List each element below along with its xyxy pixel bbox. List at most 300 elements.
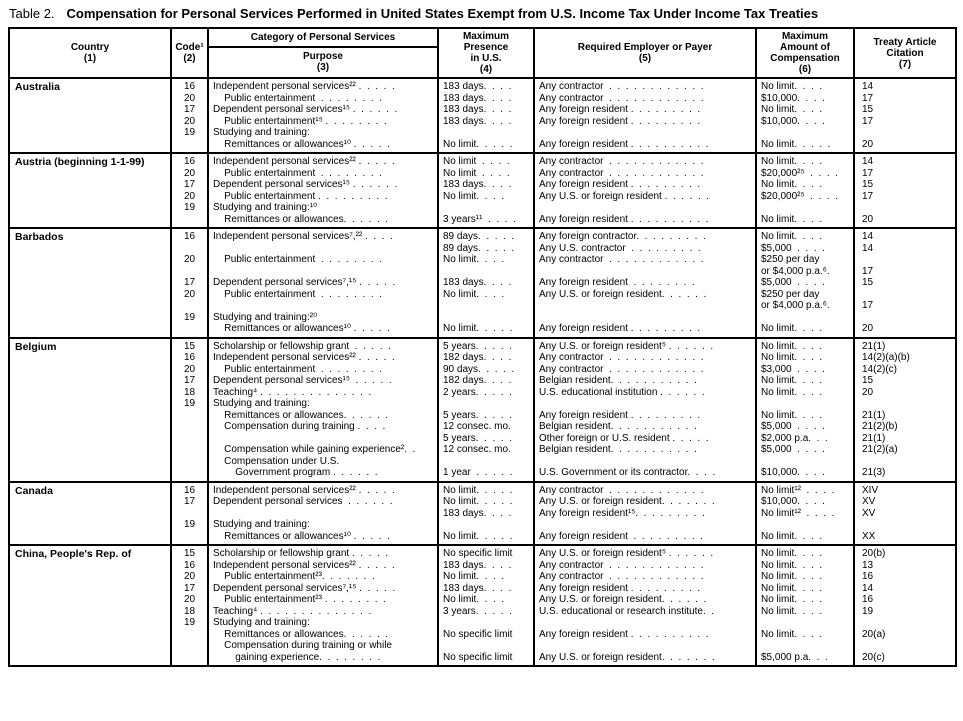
cell-line (172, 444, 207, 456)
cell-line: Any foreign resident . . . . . . . . . . (539, 138, 709, 150)
cell-line: 20 (183, 115, 196, 127)
cell-line (172, 323, 207, 335)
cell-line: 20(c) (862, 651, 885, 663)
cell-line: U.S. educational or research institute. . (539, 605, 715, 617)
cell-line: Compensation during training or while (213, 640, 392, 651)
purpose-cell (208, 228, 438, 338)
cell-line: Dependent personal services⁷,¹⁵ . . . . . (213, 277, 396, 288)
cell-line: Any foreign resident¹⁵. . . . . . . . . (539, 507, 705, 519)
cell-line: 20 (862, 386, 874, 398)
cell-line (761, 398, 853, 410)
cell-line: 19 (183, 519, 196, 530)
cell-line: No limit. . . . (761, 559, 823, 571)
cell-line: 5 years. . . . . (443, 409, 512, 421)
cell-line: Scholarship or fellowship grant . . . . . (213, 340, 391, 352)
cell-line (172, 640, 207, 652)
cell-line: No limit. . . . (761, 352, 823, 363)
cell-line: U.S. educational institution . . . . . . (539, 386, 705, 398)
cell-line: Independent personal services²² . . . . . (213, 484, 395, 496)
cell-line: No limit. . . . (443, 288, 505, 300)
cell-line: $20,000²⁵ . . . . (761, 167, 838, 179)
cell-line (539, 266, 755, 278)
cell-line: XIV (862, 484, 879, 496)
cell-line: Public entertainment . . . . . . . . (213, 254, 382, 265)
cell-line: No specific limit (443, 651, 513, 663)
presence-cell (438, 338, 534, 482)
cell-line: Any contractor . . . . . . . . . . . . (539, 81, 704, 92)
cell-line: 12 consec. mo. (443, 444, 511, 455)
cell-line: No limit. . . . . (443, 530, 513, 542)
header-citation-label: Treaty Article (873, 36, 937, 48)
code-cell (171, 228, 208, 338)
cell-line (172, 421, 207, 433)
cell-line: XV (862, 507, 876, 519)
cell-line (172, 467, 207, 479)
cell-line: 16 (183, 81, 196, 92)
cell-line (539, 519, 755, 531)
cell-line: 183 days. . . . (443, 179, 512, 190)
cell-line: No limit. . . . (761, 548, 823, 559)
cell-line: 16 (183, 231, 196, 242)
cell-line (172, 410, 207, 422)
country-name: Australia (9, 78, 171, 153)
cell-line: 183 days. . . . (443, 92, 512, 104)
cell-line: Belgian resident. . . . . . . . . . . (539, 421, 697, 432)
cell-line (862, 127, 955, 139)
cell-line: Independent personal services²² . . . . . (213, 559, 395, 571)
cell-line: Any foreign resident . . . . . . . . . . (539, 213, 709, 225)
cell-line: 20 (183, 571, 196, 582)
cell-line: 183 days. . . . (443, 559, 512, 571)
cell-line (172, 139, 207, 151)
amount-cell (756, 338, 854, 482)
cell-line: Remittances or allowances. . . . . . (213, 213, 389, 225)
cell-line: 183 days. . . . (443, 277, 512, 288)
cell-line: 19 (183, 202, 196, 213)
cell-line: No limit. . . . (761, 231, 823, 242)
header-amount-label: Maximum (781, 31, 829, 42)
cell-line: $10,000. . . . (761, 467, 825, 478)
cell-line: Studying and training: (213, 127, 310, 138)
cell-line: Any U.S. or foreign resident⁵ . . . . . . (539, 548, 714, 559)
purpose-cell (208, 78, 438, 153)
cell-line: Any U.S. or foreign resident. . . . . . . (539, 651, 715, 663)
presence-cell (438, 545, 534, 666)
header-country (9, 28, 171, 78)
cell-line: No limit. . . . (761, 530, 823, 542)
cell-line: Public entertainment . . . . . . . . (213, 167, 382, 179)
cell-line: Any U.S. or foreign resident. . . . . . (539, 288, 707, 300)
cell-line: Remittances or allowances. . . . . . (213, 409, 389, 421)
table-row (9, 153, 956, 228)
cell-line (172, 214, 207, 226)
cell-line: No limit. . . . (761, 213, 823, 225)
cell-line: 182 days. . . . (443, 352, 512, 363)
cell-line: No limit. . . . (761, 81, 823, 92)
cell-line: 16 (862, 571, 874, 582)
cell-line: Any contractor . . . . . . . . . . . . (539, 167, 704, 179)
cell-line: 5 years. . . . . (443, 432, 512, 444)
cell-line: 17 (862, 167, 874, 179)
cell-line: 17 (862, 92, 874, 104)
cell-line: 20 (183, 254, 196, 265)
cell-line: Any foreign resident . . . . . . . . . (539, 104, 701, 115)
cell-line: $3,000 . . . . (761, 363, 825, 375)
cell-line: 15 (862, 104, 874, 115)
cell-line: 19 (183, 127, 196, 138)
cell-line: 20 (862, 213, 874, 225)
cell-line: 14(2)(c) (862, 363, 898, 375)
cell-line: 17 (183, 104, 196, 115)
country-name: Canada (9, 482, 171, 546)
cell-line: $250 per day (761, 288, 820, 300)
employer-cell (534, 482, 756, 546)
cell-line: Any U.S. or foreign resident. . . . . . (539, 594, 707, 605)
cell-line: 183 days. . . . (443, 507, 512, 519)
cell-line (172, 433, 207, 445)
cell-line: or $4,000 p.a.⁶. (761, 265, 830, 277)
cell-line (172, 456, 207, 468)
table-row (9, 78, 956, 153)
table-row (9, 338, 956, 482)
cell-line: 17 (183, 582, 196, 594)
cell-line: 14 (862, 81, 874, 92)
cell-line: Any U.S. or foreign resident . . . . . . (539, 190, 710, 202)
cell-line: Any contractor . . . . . . . . . . . . (539, 363, 704, 375)
cell-line: 20 (183, 594, 196, 605)
cell-line: 183 days. . . . (443, 115, 512, 127)
cell-line: 17 (183, 179, 196, 190)
cell-line (213, 243, 437, 255)
cell-line: No limit. . . . . (761, 138, 831, 150)
table-row (9, 482, 956, 546)
cell-line: Any contractor . . . . . . . . . . . . (539, 352, 704, 363)
cell-line: Any foreign resident . . . . . . . . . (539, 115, 701, 127)
cell-line (172, 300, 207, 312)
cell-line: 3 years¹¹ . . . . (443, 213, 516, 225)
employer-cell (534, 153, 756, 228)
presence-cell (438, 482, 534, 546)
cell-line: No limit. . . . . (443, 323, 513, 334)
cell-line (213, 266, 437, 278)
cell-line: No limit¹² . . . . (761, 507, 835, 519)
cell-line: Any foreign resident . . . . . . . . . (539, 409, 701, 421)
cell-line: No limit. . . . . (443, 138, 513, 150)
cell-line (443, 456, 533, 468)
cell-line: 14 (862, 231, 874, 242)
cell-line: Any foreign resident . . . . . . . . (539, 277, 695, 288)
cell-line: Independent personal services²² . . . . . (213, 156, 395, 167)
cell-line: No limit. . . . (761, 179, 823, 190)
cell-line: Belgian resident. . . . . . . . . . . (539, 444, 697, 455)
cell-line: 89 days. . . . . (443, 242, 515, 254)
cell-line: 20 (862, 323, 874, 334)
cell-line: Public entertainment . . . . . . . . (213, 288, 382, 300)
cell-line (213, 300, 437, 312)
country-name: China, People's Rep. of (9, 545, 171, 666)
cell-line (172, 531, 207, 543)
cell-line (443, 519, 533, 531)
cell-line (539, 127, 755, 139)
cell-line: 1 year . . . . . (443, 467, 513, 478)
cell-line: 20 (183, 190, 196, 202)
cell-line: 21(1) (862, 409, 886, 421)
cell-line: 15 (183, 340, 196, 352)
cell-line: 182 days. . . . (443, 375, 512, 386)
cell-line: No limit. . . . (761, 571, 823, 582)
cell-line: Any contractor . . . . . . . . . . . . (539, 484, 704, 496)
cell-line: Compensation under U.S. (213, 455, 340, 467)
cell-line: Dependent personal services¹⁵ . . . . . . (213, 179, 398, 190)
cell-line (862, 640, 955, 652)
cell-line: 20(a) (862, 628, 886, 640)
cell-line: No specific limit (443, 628, 513, 640)
cell-line: 90 days. . . . . (443, 363, 515, 375)
cell-line: 183 days. . . . (443, 81, 512, 92)
cell-line: $10,000. . . . (761, 115, 825, 127)
presence-cell (438, 153, 534, 228)
cell-line: No limit. . . . (761, 104, 823, 115)
cell-line (761, 617, 853, 629)
cell-line: Dependent personal services⁷,¹⁵ . . . . . (213, 582, 396, 594)
cell-line: Independent personal services⁷,²² . . . . (213, 231, 393, 242)
amount-cell (756, 482, 854, 546)
header-country-label: Country (70, 42, 110, 53)
cell-line: No limit. . . . (761, 323, 823, 334)
cell-line: 17 (183, 277, 196, 288)
cell-line: Public entertainment . . . . . . . . . (213, 190, 388, 202)
treaty-table (8, 27, 957, 667)
employer-cell (534, 545, 756, 666)
country-name: Austria (beginning 1-1-99) (9, 153, 171, 228)
cell-line: 20(b) (862, 548, 886, 559)
amount-cell (756, 78, 854, 153)
cell-line: 16 (862, 594, 874, 605)
cell-line: 14 (862, 582, 874, 594)
cell-line: Teaching⁴ . . . . . . . . . . . . . . (213, 386, 372, 398)
cell-line: No limit. . . . . (443, 496, 513, 507)
cell-line (172, 652, 207, 664)
cell-line (213, 508, 437, 520)
table-number-label: Table 2. (9, 6, 55, 21)
cell-line: 15 (862, 375, 874, 386)
table-row (9, 545, 956, 666)
header-country-number: (1) (83, 53, 97, 64)
cell-line (539, 456, 755, 468)
cell-line: Any foreign resident . . . . . . . . . (539, 582, 701, 594)
cell-line: Any foreign contractor. . . . . . . . . (539, 231, 706, 242)
cell-line: Any contractor . . . . . . . . . . . . (539, 156, 704, 167)
cell-line: Compensation while gaining experience². . (213, 444, 416, 455)
cell-line: No limit. . . . (761, 409, 823, 421)
cell-line: Public entertainment . . . . . . . . (213, 363, 382, 375)
cell-line (443, 617, 533, 629)
cell-line (539, 312, 755, 324)
cell-line (443, 300, 533, 312)
cell-line: 89 days. . . . . (443, 231, 515, 242)
cell-line: Remittances or allowances. . . . . . (213, 628, 389, 640)
cell-line: 18 (183, 605, 196, 617)
cell-line: 17 (862, 115, 874, 127)
cell-line: $5,000 . . . . (761, 277, 825, 288)
cell-line (761, 640, 853, 652)
table-body (9, 78, 956, 666)
cell-line (443, 127, 533, 139)
cell-line: Any contractor . . . . . . . . . . . . (539, 92, 704, 104)
cell-line: 19 (183, 617, 196, 628)
cell-line: No limit. . . . (443, 254, 505, 265)
purpose-cell (208, 153, 438, 228)
header-purpose-number: (3) (316, 62, 330, 73)
cell-line: Any foreign resident . . . . . . . . . . (539, 628, 709, 640)
cell-line: 17 (862, 265, 874, 277)
page-title (9, 6, 956, 21)
header-presence-label: Maximum (462, 31, 510, 42)
cell-line: 14 (862, 156, 874, 167)
amount-cell (756, 153, 854, 228)
cell-line: gaining experience. . . . . . . . (213, 651, 381, 663)
cell-line: 16 (183, 156, 196, 167)
cell-line: 20 (862, 138, 874, 150)
header-amount-label-3: Compensation (770, 53, 840, 64)
header-presence (438, 28, 534, 78)
code-cell (171, 338, 208, 482)
cell-line: No limit. . . . (761, 375, 823, 386)
cell-line: 3 years. . . . . (443, 605, 512, 617)
header-code-number: (2) (183, 53, 196, 64)
header-purpose-label: Purpose (302, 51, 343, 62)
cell-line: 21(2)(a) (862, 444, 898, 455)
citation-cell (854, 338, 956, 482)
cell-line: 21(1) (862, 432, 886, 444)
cell-line: Remittances or allowances¹⁰ . . . . . (213, 323, 390, 334)
citation-cell (854, 482, 956, 546)
header-amount-label-2: Amount of (780, 42, 830, 53)
citation-cell (854, 78, 956, 153)
cell-line: 19 (183, 398, 196, 409)
code-cell (171, 78, 208, 153)
header-presence-label-2: Presence (463, 42, 509, 53)
cell-line: $250 per day (761, 254, 820, 265)
cell-line (539, 202, 755, 214)
code-cell (171, 153, 208, 228)
cell-line: No limit . . . . (443, 156, 510, 167)
header-amount-number: (6) (798, 64, 812, 75)
cell-line: $2,000 p.a. . . (761, 432, 828, 444)
country-name: Barbados (9, 228, 171, 338)
header-amount (756, 28, 854, 78)
cell-line (862, 456, 955, 468)
cell-line (862, 289, 955, 301)
cell-line: Any foreign resident . . . . . . . . . (539, 530, 703, 542)
header-category-label: Category of Personal Services (209, 29, 437, 48)
cell-line: 2 years. . . . . (443, 386, 512, 398)
citation-cell (854, 153, 956, 228)
cell-line: Any U.S. contractor . . . . . . . . . (539, 242, 701, 254)
cell-line: 21(3) (862, 467, 886, 478)
cell-line: 20 (183, 167, 196, 179)
header-employer-number: (5) (638, 53, 652, 64)
cell-line: Compensation during training . . . . (213, 421, 386, 432)
cell-line: Any contractor . . . . . . . . . . . . (539, 254, 704, 265)
cell-line: Any foreign resident . . . . . . . . . (539, 179, 701, 190)
cell-line: XV (862, 496, 876, 507)
cell-line: Dependent personal services¹⁵ . . . . . (213, 375, 392, 386)
code-cell (171, 545, 208, 666)
cell-line: Any contractor . . . . . . . . . . . . (539, 571, 704, 582)
cell-line: Scholarship or fellowship grant . . . . . (213, 548, 389, 559)
cell-line: No specific limit (443, 548, 513, 559)
cell-line: $20,000²⁵ . . . . (761, 190, 838, 202)
cell-line: $5,000 . . . . (761, 444, 825, 455)
cell-line: Studying and training:²⁰ (213, 311, 318, 323)
cell-line: 183 days. . . . (443, 582, 512, 594)
cell-line: or $4,000 p.a.⁶. (761, 300, 830, 311)
employer-cell (534, 228, 756, 338)
cell-line: Any U.S. or foreign resident. . . . . . . (539, 496, 715, 507)
cell-line: 19 (183, 311, 196, 323)
cell-line: Independent personal services²² . . . . . (213, 352, 395, 363)
presence-cell (438, 78, 534, 153)
cell-line: No limit¹² . . . . (761, 484, 835, 496)
cell-line: 16 (183, 352, 196, 363)
cell-line: No limit. . . . (443, 571, 505, 582)
cell-line (539, 617, 755, 629)
header-presence-number: (4) (479, 64, 493, 75)
cell-line: 17 (862, 300, 874, 311)
cell-line: $10,000. . . . (761, 496, 825, 507)
country-name: Belgium (9, 338, 171, 482)
purpose-cell (208, 338, 438, 482)
cell-line: Any contractor . . . . . . . . . . . . (539, 559, 704, 571)
cell-line: Public entertainment¹⁵ . . . . . . . . (213, 115, 387, 127)
cell-line (862, 617, 955, 629)
cell-line (172, 243, 207, 255)
cell-line (443, 202, 533, 214)
cell-line: 15 (862, 179, 874, 190)
cell-line: $5,000 p.a. . . (761, 651, 828, 663)
cell-line: 19 (862, 605, 874, 617)
cell-line: 20 (183, 363, 196, 375)
cell-line: 13 (862, 559, 874, 571)
cell-line: 14 (862, 242, 874, 254)
cell-line: Other foreign or U.S. resident . . . . . (539, 432, 709, 444)
cell-line: No limit. . . . (761, 386, 823, 398)
cell-line (862, 312, 955, 324)
cell-line: No limit. . . . . (443, 484, 513, 496)
cell-line: 12 consec. mo. (443, 421, 511, 432)
header-citation-number: (7) (898, 58, 912, 70)
header-purpose (208, 28, 438, 78)
cell-line: $5,000 . . . . (761, 242, 825, 254)
table-row (9, 228, 956, 338)
cell-line: No limit. . . . (761, 582, 823, 594)
cell-line: Public entertainment²³ . . . . . . . . (213, 594, 386, 605)
cell-line: No limit. . . . (761, 594, 823, 605)
cell-line: 15 (862, 277, 874, 288)
cell-line (443, 640, 533, 652)
cell-line: Studying and training: (213, 398, 310, 409)
cell-line: 183 days. . . . (443, 104, 512, 115)
cell-line (761, 519, 853, 531)
header-presence-label-3: in U.S. (470, 53, 502, 64)
cell-line (539, 398, 755, 410)
cell-line (862, 398, 955, 410)
cell-line: 16 (183, 559, 196, 571)
header-code-label: Code¹ (175, 42, 204, 53)
amount-cell (756, 228, 854, 338)
cell-line: Dependent personal services¹⁵ . . . . . . (213, 104, 398, 115)
